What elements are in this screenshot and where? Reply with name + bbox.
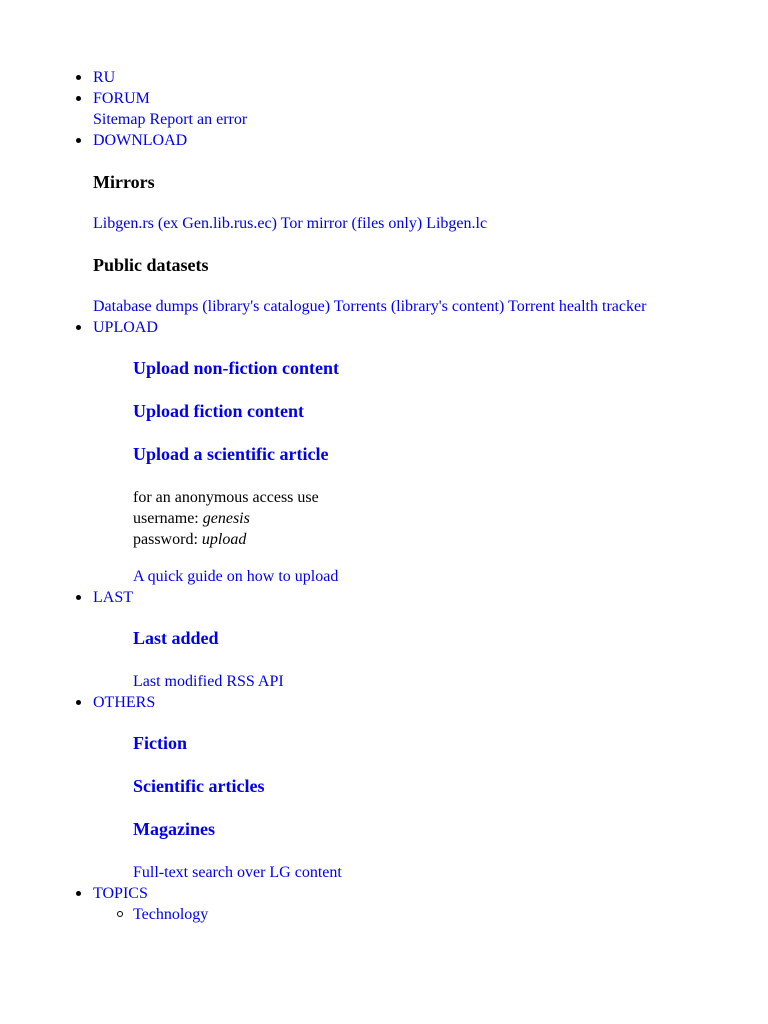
- password-value: upload: [201, 531, 247, 548]
- fiction-link[interactable]: Fiction: [133, 733, 187, 753]
- username-label: username:: [133, 510, 199, 527]
- upload-fiction-link[interactable]: Upload fiction content: [133, 401, 304, 421]
- topic-technology-link[interactable]: Technology: [133, 906, 209, 923]
- menu-item-ru: [93, 67, 753, 88]
- database-dumps-link[interactable]: Database dumps (library's catalogue): [93, 298, 331, 315]
- scientific-articles-link[interactable]: Scientific articles: [133, 776, 265, 796]
- menu-item-last: [93, 587, 753, 692]
- forum-link[interactable]: FORUM: [93, 90, 150, 107]
- username-line: [133, 508, 753, 529]
- mirror-libgen-rs-link[interactable]: Libgen.rs (ex Gen.lib.rus.ec): [93, 215, 277, 232]
- mirror-libgen-lc-link[interactable]: Libgen.lc: [426, 215, 488, 232]
- fulltext-search-link[interactable]: Full-text search over LG content: [133, 864, 342, 881]
- torrent-health-link[interactable]: Torrent health tracker: [508, 298, 647, 315]
- main-menu: [0, 67, 753, 925]
- last-extra-links: [133, 671, 753, 692]
- anonymous-access-info: [133, 487, 753, 550]
- username-value: genesis: [202, 510, 250, 527]
- upload-submenu: [93, 358, 753, 587]
- mirrors-list: [93, 213, 753, 234]
- menu-item-upload: [93, 317, 753, 587]
- upload-nonfiction-link[interactable]: Upload non-fiction content: [133, 358, 340, 378]
- datasets-list: [93, 296, 753, 317]
- mirrors-heading: Mirrors: [93, 172, 155, 192]
- others-link[interactable]: OTHERS: [93, 694, 156, 711]
- upload-guide-link[interactable]: A quick guide on how to upload: [133, 568, 339, 585]
- upload-scientific-article-link[interactable]: Upload a scientific article: [133, 444, 329, 464]
- topic-item: [133, 904, 753, 925]
- api-link[interactable]: API: [257, 673, 284, 690]
- ru-link[interactable]: RU: [93, 69, 116, 86]
- torrents-link[interactable]: Torrents (library's content): [333, 298, 505, 315]
- topics-link[interactable]: TOPICS: [93, 885, 148, 902]
- forum-submenu: [93, 109, 753, 130]
- sitemap-link[interactable]: Sitemap: [93, 111, 146, 128]
- mirror-tor-link[interactable]: Tor mirror (files only): [280, 215, 423, 232]
- topics-list: [93, 904, 753, 925]
- anon-access-text: for an anonymous access use: [133, 489, 319, 506]
- last-modified-link[interactable]: Last modified: [133, 673, 223, 690]
- magazines-link[interactable]: Magazines: [133, 819, 215, 839]
- menu-item-others: [93, 692, 753, 883]
- upload-link[interactable]: UPLOAD: [93, 319, 158, 336]
- download-link[interactable]: DOWNLOAD: [93, 132, 188, 149]
- password-line: [133, 529, 753, 550]
- others-submenu: [93, 733, 753, 883]
- last-link[interactable]: LAST: [93, 589, 133, 606]
- password-label: password:: [133, 531, 198, 548]
- rss-link[interactable]: RSS: [226, 673, 255, 690]
- public-datasets-heading: Public datasets: [93, 255, 209, 275]
- menu-item-topics: [93, 883, 753, 925]
- last-submenu: [93, 628, 753, 692]
- menu-item-download: [93, 130, 753, 317]
- menu-item-forum: [93, 88, 753, 130]
- last-added-link[interactable]: Last added: [133, 628, 219, 648]
- report-error-link[interactable]: Report an error: [149, 111, 248, 128]
